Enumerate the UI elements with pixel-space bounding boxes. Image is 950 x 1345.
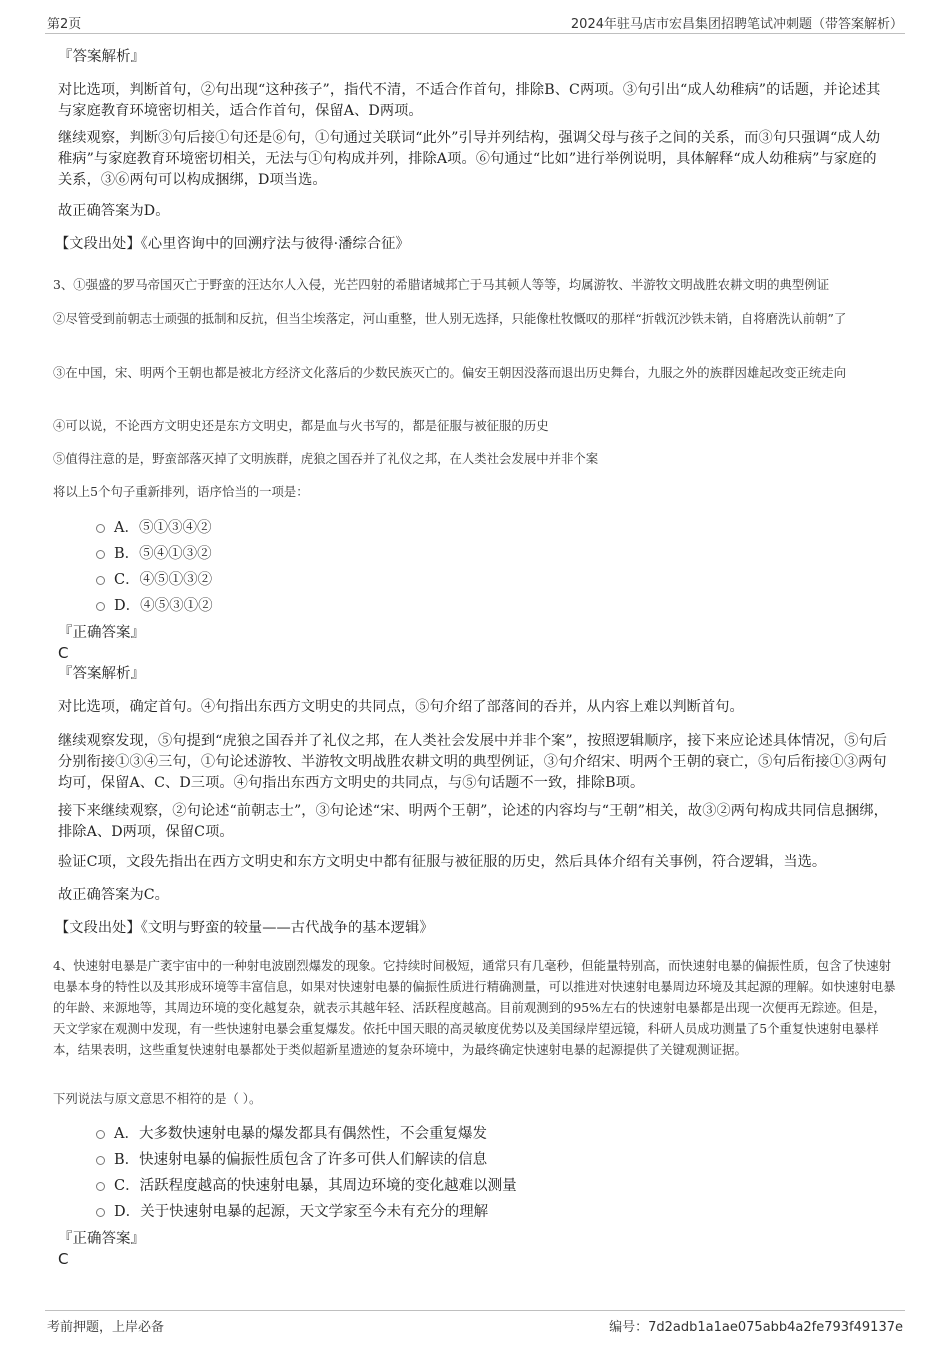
document-id: 编号：7d2adb1a1ae075abb4a2fe793f49137e bbox=[609, 1320, 903, 1335]
analysis-conclusion: 故正确答案为C。 bbox=[58, 887, 169, 903]
question-sentence: ④可以说，不论西方文明史还是东方文明史，都是血与火书写的，都是征服与被征服的历史 bbox=[53, 418, 549, 433]
radio-icon[interactable] bbox=[96, 602, 105, 611]
analysis-conclusion: 故正确答案为D。 bbox=[58, 203, 170, 219]
analysis-paragraph: 对比选项，判断首句，②句出现“这种孩子”，指代不清，不适合作首句，排除B、C两项。③句引出“成人幼稚病”的话题，并论述其与家庭教育环境密切相关，适合作首句，保留A、D两项。 bbox=[58, 82, 881, 119]
radio-icon[interactable] bbox=[96, 1156, 105, 1165]
correct-answer-heading: 『正确答案』 bbox=[58, 625, 145, 641]
option-c[interactable]: C．活跃程度越高的快速射电暴，其周边环境的变化越难以测量 bbox=[96, 1176, 517, 1196]
page-footer bbox=[45, 1310, 905, 1335]
page-number: 第2页 bbox=[47, 17, 82, 32]
question-sentence: ⑤值得注意的是，野蛮部落灭掉了文明族群，虎狼之国吞并了礼仪之邦，在人类社会发展中并非个案 bbox=[53, 451, 599, 466]
radio-icon[interactable] bbox=[96, 576, 105, 585]
analysis-paragraph: 继续观察发现，⑤句提到“虎狼之国吞并了礼仪之邦，在人类社会发展中并非个案”，按照逻辑顺序，接下来应论述具体情况，⑤句后分别衔接①③④三句，①句论述游牧、半游牧文明战胜农耕文明的典型例证，③句介绍宋、明两个王朝的衰亡，⑤句后衔接①③两句均可，保留A、C、D三项。④句指出东西方文明史的共同点，与⑤句话题不一致，排除B项。 bbox=[58, 733, 888, 791]
radio-icon[interactable] bbox=[96, 1130, 105, 1139]
question-stem: 下列说法与原文意思不相符的是（ ）。 bbox=[53, 1091, 262, 1106]
question-sentence: ②尽管受到前朝志士顽强的抵制和反抗，但当尘埃落定，河山重整，世人别无选择，只能像杜牧慨叹的那样“折戟沉沙铁未销，自将磨洗认前朝”了 bbox=[53, 311, 847, 326]
correct-answer: C bbox=[58, 1250, 69, 1268]
radio-icon[interactable] bbox=[96, 524, 105, 533]
correct-answer: C bbox=[58, 644, 69, 662]
correct-answer-heading: 『正确答案』 bbox=[58, 1231, 145, 1247]
analysis-heading: 『答案解析』 bbox=[58, 666, 145, 682]
analysis-paragraph: 继续观察，判断③句后接①句还是⑥句，①句通过关联词“此外”引导并列结构，强调父母与孩子之间的关系，而③句只强调“成人幼稚病”与家庭教育环境密切相关，无法与①句构成并列，排除A项。⑥句通过“比如”进行举例说明，具体解释“成人幼稚病”与家庭的关系，③⑥两句可以构成捆绑，D项当选。 bbox=[58, 130, 881, 188]
analysis-paragraph: 对比选项，确定首句。④句指出东西方文明史的共同点，⑤句介绍了部落间的吞并，从内容上难以判断首句。 bbox=[58, 699, 744, 715]
analysis-heading: 『答案解析』 bbox=[58, 49, 145, 65]
option-b[interactable]: B．⑤④①③② bbox=[96, 544, 212, 564]
radio-icon[interactable] bbox=[96, 1182, 105, 1191]
footer-slogan: 考前押题，上岸必备 bbox=[47, 1320, 165, 1335]
question-sentence: 3、①强盛的罗马帝国灭亡于野蛮的汪达尔人入侵，光芒四射的希腊诸城邦亡于马其顿人等等，均属游牧、半游牧文明战胜农耕文明的典型例证 bbox=[53, 277, 830, 292]
option-b[interactable]: B．快速射电暴的偏振性质包含了许多可供人们解读的信息 bbox=[96, 1150, 487, 1170]
analysis-paragraph: 验证C项，文段先指出在西方文明史和东方文明史中都有征服与被征服的历史，然后具体介绍有关事例，符合逻辑，当选。 bbox=[58, 854, 827, 870]
radio-icon[interactable] bbox=[96, 550, 105, 559]
source-citation: 【文段出处】《文明与野蛮的较量——古代战争的基本逻辑》 bbox=[55, 920, 434, 936]
source-citation: 【文段出处】《心里咨询中的回溯疗法与彼得·潘综合征》 bbox=[55, 236, 410, 252]
option-a[interactable]: A．大多数快速射电暴的爆发都具有偶然性，不会重复爆发 bbox=[96, 1124, 487, 1144]
document-title: 2024年驻马店市宏昌集团招聘笔试冲刺题（带答案解析） bbox=[570, 17, 903, 32]
question-sentence: ③在中国，宋、明两个王朝也都是被北方经济文化落后的少数民族灭亡的。偏安王朝因没落而退出历史舞台，九服之外的族群因雄起改变正统走向 bbox=[53, 365, 846, 380]
question-stem: 将以上5个句子重新排列，语序恰当的一项是： bbox=[53, 484, 309, 499]
page-header bbox=[45, 13, 905, 34]
question-passage: 4、快速射电暴是广袤宇宙中的一种射电波剧烈爆发的现象。它持续时间极短，通常只有几毫秒，但能量特别高，而快速射电暴的偏振性质，包含了快速射电暴本身的特性以及其形成环境等丰富信息，如果对快速射电暴的偏振性质进行精确测量，可以推进对快速射电暴周边环境及其起源的理解。如快速射电暴的年龄、来源地等，其周边环境的变化越复杂，就表示其越年轻、活跃程度越高。目前观测到的95%左右的快速射电暴都是出现一次便再无踪迹。但是，天文学家在观测中发现，有一些快速射电暴会重复爆发。依托中国天眼的高灵敏度优势以及美国绿岸望远镜，科研人员成功测量了5个重复快速射电暴样本，结果表明，这些重复快速射电暴都处于类似超新星遗迹的复杂环境中，为最终确定快速射电暴的起源提供了关键观测证据。 bbox=[53, 958, 896, 1057]
option-c[interactable]: C．④⑤①③② bbox=[96, 570, 212, 590]
option-d[interactable]: D．④⑤③①② bbox=[96, 596, 213, 616]
analysis-paragraph: 接下来继续观察，②句论述“前朝志士”，③句论述“宋、明两个王朝”，论述的内容均与“王朝”相关，故③②两句构成共同信息捆绑，排除A、D两项，保留C项。 bbox=[58, 803, 888, 840]
option-d[interactable]: D．关于快速射电暴的起源，天文学家至今未有充分的理解 bbox=[96, 1202, 488, 1222]
option-a[interactable]: A．⑤①③④② bbox=[96, 518, 211, 538]
radio-icon[interactable] bbox=[96, 1208, 105, 1217]
